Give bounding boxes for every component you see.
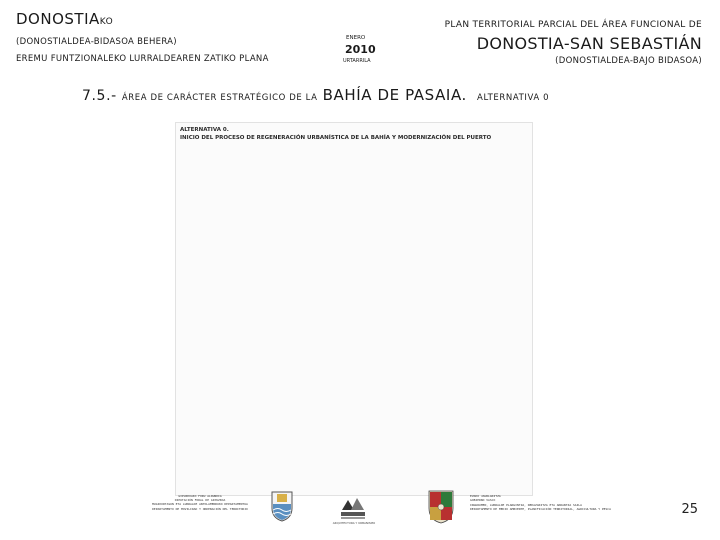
legend-panel <box>175 122 533 496</box>
footer-left-credits <box>110 494 290 511</box>
section-title-part-c: ALTERNATIVA 0 <box>477 93 550 103</box>
gipuzkoa-coat-of-arms-icon <box>270 490 294 522</box>
right-header-subtitle: (DONOSTIALDEA-BAJO BIDASOA) <box>555 56 702 66</box>
basque-government-arms-icon <box>426 488 456 524</box>
footer-right-credits <box>470 494 670 512</box>
footer-right-line: GOBIERNO VASCO <box>470 498 496 503</box>
footer-right-line: EUSKO JAURLARITZA <box>470 494 501 498</box>
consultancy-logo-icon <box>338 494 368 522</box>
footer-left-line: DEPARTAMENTO DE MOVILIDAD Y ORDENACIÓN DEL TERRITORIO <box>152 506 248 511</box>
footer-right-line: INGURUMEN, LURRALDE PLANGINTZA, NEKAZARITZA ETA ARRANTZA SAILA <box>470 502 582 507</box>
legend-heading-line-2: INICIO DEL PROCESO DE REGENERACIÓN URBANÍSTICA DE LA BAHÍA Y MODERNIZACIÓN DEL PUERTO <box>180 135 492 141</box>
footer-left-line: GIPUZKOAKO FORU ALDUNDIA <box>178 494 222 498</box>
left-header-title-main: DONOSTIA <box>16 10 100 28</box>
legend-heading-line-1: ALTERNATIVA 0. <box>180 127 229 133</box>
right-header-top: PLAN TERRITORIAL PARCIAL DEL ÁREA FUNCIONAL DE <box>444 20 702 30</box>
footer-right-line: DEPARTAMENTO DE MEDIO AMBIENTE, PLANIFICACIÓN TERRITORIAL, AGRICULTURA Y PESCA <box>470 507 611 512</box>
left-header-plan-name: EREMU FUNTZIONALEKO LURRALDEAREN ZATIKO PLANA <box>16 54 269 64</box>
left-header-title-suffix: KO <box>99 17 114 27</box>
section-title-part-b: BAHÍA DE PASAIA. <box>322 86 467 104</box>
consultancy-logo-caption: ARQUITECTURA Y URBANISMO <box>332 521 376 525</box>
right-header-title: DONOSTIA-SAN SEBASTIÁN <box>476 34 702 53</box>
page-number: 25 <box>681 502 698 517</box>
footer-left-line: DIPUTACIÓN FORAL DE GIPUZKOA <box>174 498 226 503</box>
section-title <box>82 86 549 104</box>
header-year: 2010 <box>345 43 376 56</box>
left-header-title <box>16 10 113 28</box>
footer-left-line: MUGIKORTASUN ETA LURRALDE ANTOLAMENDUKO DEPARTAMENTUA <box>152 502 248 507</box>
header-doc-kind: URTARRILA <box>343 58 371 64</box>
header-month: ENERO <box>346 35 366 41</box>
legend-heading <box>180 126 491 142</box>
section-title-part-a: ÁREA DE CARÁCTER ESTRATÉGICO DE LA <box>121 93 318 103</box>
section-number: 7.5.- <box>82 88 117 104</box>
left-header-subtitle: (DONOSTIALDEA-BIDASOA BEHERA) <box>16 37 177 47</box>
